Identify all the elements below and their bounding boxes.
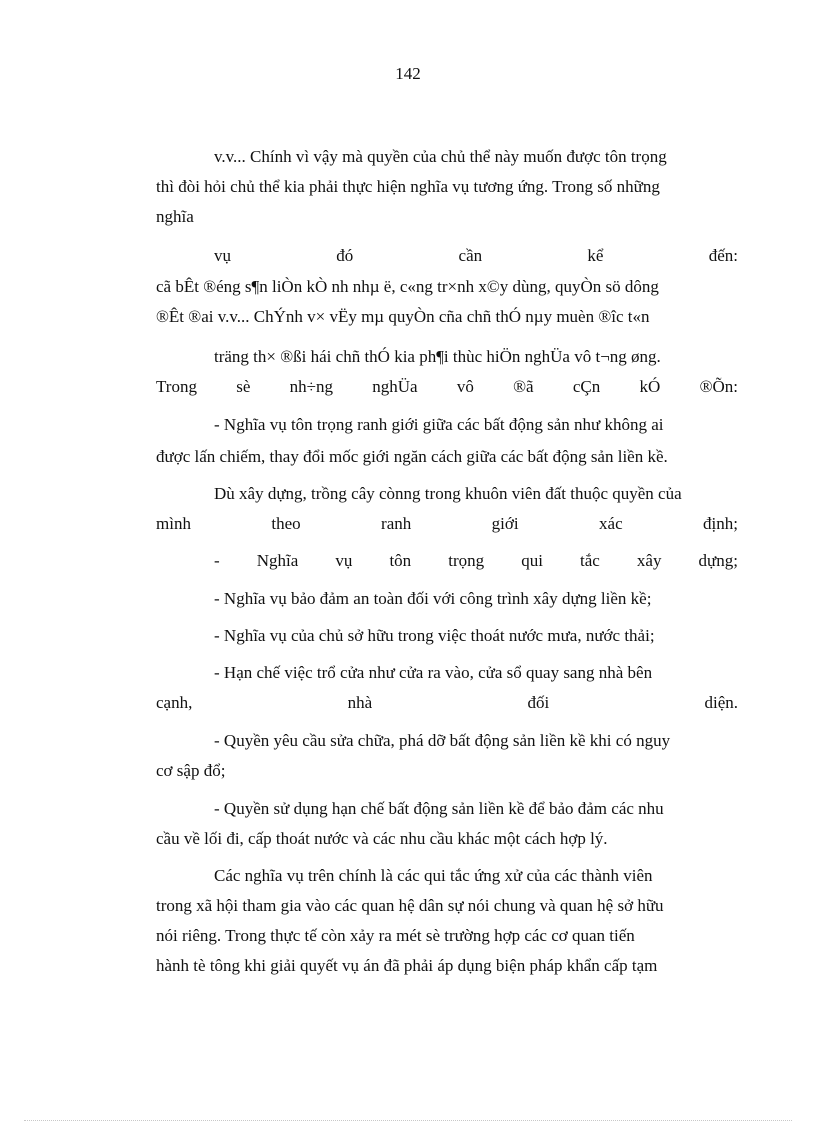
text-line: - Quyền sử dụng hạn chế bất động sản liền kề để bảo đảm các nhu xyxy=(214,799,664,818)
text-line: - Hạn chế việc trổ cửa như cửa ra vào, cửa sổ quay sang nhà bên xyxy=(214,663,653,682)
text-line: - Nghĩa vụ tôn trọng ranh giới giữa các bất động sản như không ai xyxy=(214,415,664,434)
text-line: được lấn chiếm, thay đổi mốc giới ngăn cách giữa các bất động sản liền kề. xyxy=(156,447,668,466)
text-line: Các nghĩa vụ trên chính là các qui tắc ứng xử của các thành viên xyxy=(214,866,653,885)
text-line: cơ sập đổ; xyxy=(156,761,226,780)
text-line: träng th× ®ßi hái chñ thÓ kia ph¶i thùc hiÖn nghÜa vô t¬ng øng. xyxy=(214,347,661,366)
page-number: 142 xyxy=(395,64,421,83)
text-line: ®Êt ®ai v.v... ChÝnh v× vËy mµ quyÒn cña chñ thÓ nµy muèn ®îc t«n xyxy=(156,307,650,326)
text-line: nghĩa xyxy=(156,207,194,226)
text-line: Trong sè nh÷ng nghÜa vô ®ã cÇn kÓ ®Õn: xyxy=(156,377,738,396)
text-line: hành tè tông khi giải quyết vụ án đã phải áp dụng biện pháp khẩn cấp tạm xyxy=(156,956,658,975)
text-line: - Nghĩa vụ tôn trọng qui tắc xây dựng; xyxy=(214,551,738,570)
text-line: - Nghĩa vụ bảo đảm an toàn đối với công trình xây dựng liền kề; xyxy=(214,589,652,608)
text-line: nói riêng. Trong thực tế còn xảy ra mét sè trường hợp các cơ quan tiến xyxy=(156,926,635,945)
text-line: cầu về lối đi, cấp thoát nước và các nhu cầu khác một cách hợp lý. xyxy=(156,829,608,848)
text-line: trong xã hội tham gia vào các quan hệ dân sự nói chung và quan hệ sở hữu xyxy=(156,896,664,915)
text-line: v.v... Chính vì vậy mà quyền của chủ thể này muốn được tôn trọng xyxy=(214,147,667,166)
text-line: - Quyền yêu cầu sửa chữa, phá dỡ bất động sản liền kề khi có nguy xyxy=(214,731,671,750)
text-line: mình theo ranh giới xác định; xyxy=(156,514,738,533)
text-line: Dù xây dựng, trồng cây cònng trong khuôn viên đất thuộc quyền của xyxy=(214,484,682,503)
text-line: vụ đó cần kể đến: xyxy=(214,246,738,265)
text-line: cạnh, nhà đối diện. xyxy=(156,693,738,712)
text-line: thì đòi hỏi chủ thể kia phải thực hiện nghĩa vụ tương ứng. Trong số những xyxy=(156,177,660,196)
text-line: cã bÊt ®éng s¶n liÒn kÒ nh nhµ ë, c«ng tr×nh x©y dùng, quyÒn sö dông xyxy=(156,277,659,296)
text-line: - Nghĩa vụ của chủ sở hữu trong việc thoát nước mưa, nước thải; xyxy=(214,626,655,645)
page-bottom-rule xyxy=(24,1120,792,1121)
